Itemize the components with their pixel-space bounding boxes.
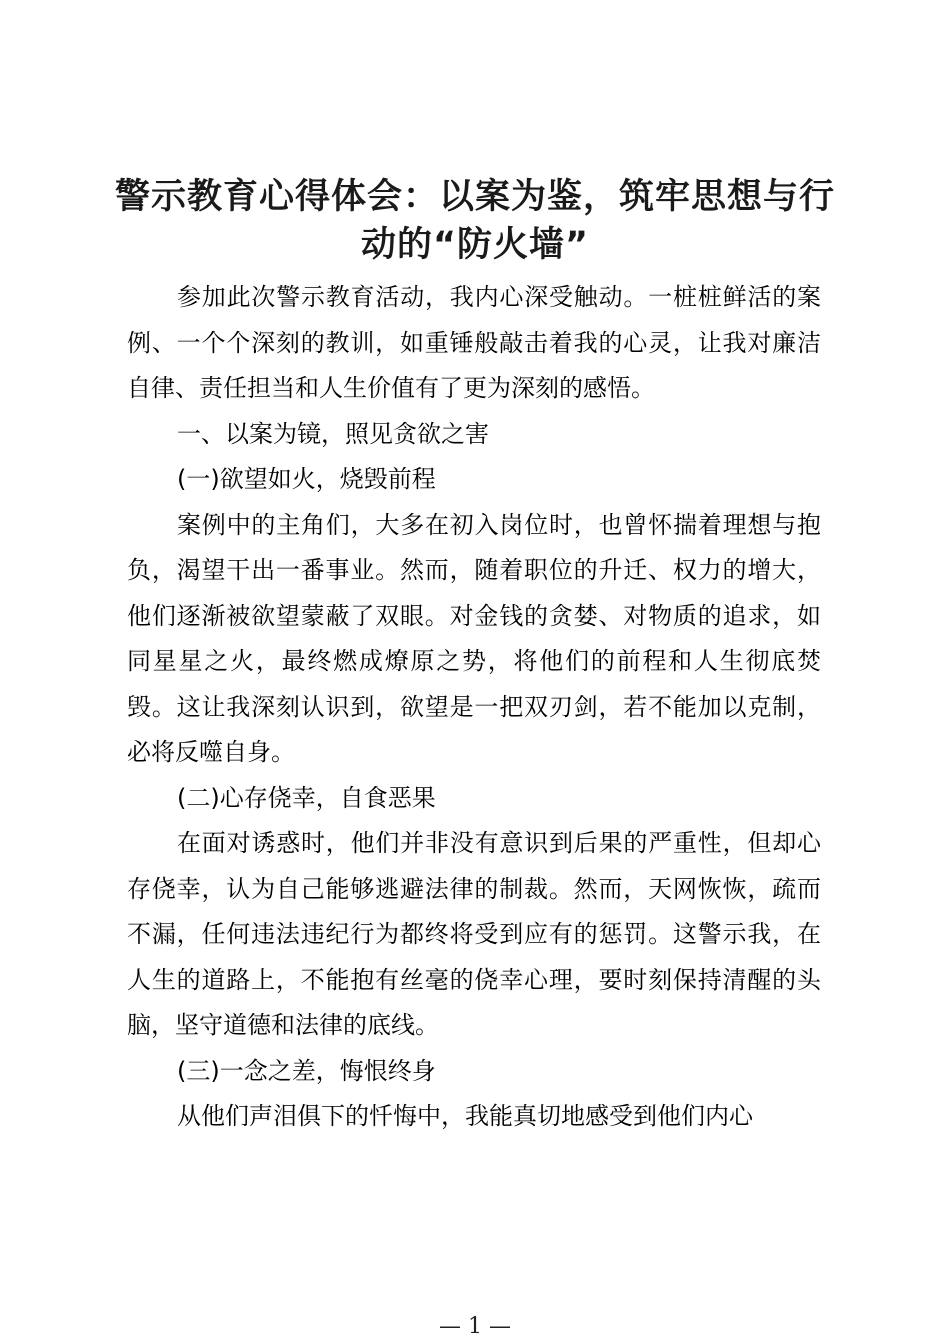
body-paragraph-2: 在面对诱惑时，他们并非没有意识到后果的严重性，但却心存侥幸，认为自己能够逃避法律的制裁。然而，天网恢恢，疏而不漏，任何违法违纪行为都终将受到应有的惩罚。这警示我，在人生的道路上，不能抱有丝毫的侥幸心理，要时刻保持清醒的头脑，坚守道德和法律的底线。 — [127, 829, 821, 1039]
body-paragraph-1: 案例中的主角们，大多在初入岗位时，也曾怀揣着理想与抱负，渴望干出一番事业。然而，随着职位的升迁、权力的增大，他们逐渐被欲望蒙蔽了双眼。对金钱的贪婪、对物质的追求，如同星星之火，最终燃成燎原之势，将他们的前程和人生彻底焚毁。这让我深刻认识到，欲望是一把双刃剑，若不能加以克制，必将反噬自身。 — [127, 510, 821, 766]
subheading-1: (一)欲望如火，烧毁前程 — [177, 465, 436, 493]
subheading-2: (二)心存侥幸，自食恶果 — [177, 783, 436, 812]
document-title — [110, 173, 840, 269]
title-line-2: 动的“防火墙” — [360, 225, 589, 265]
page-number: — 1 — — [439, 1314, 511, 1339]
section-heading-1: 一、以案为镜，照见贪欲之害 — [177, 419, 489, 448]
document-body — [127, 275, 821, 1140]
body-paragraph-3: 从他们声泪俱下的忏悔中，我能真切地感受到他们内心 — [177, 1102, 753, 1130]
title-line-1: 警示教育心得体会：以案为鉴，筑牢思想与行 — [114, 177, 835, 217]
intro-paragraph: 参加此次警示教育活动，我内心深受触动。一桩桩鲜活的案例、一个个深刻的教训，如重锤般敲击着我的心灵，让我对廉洁自律、责任担当和人生价值有了更为深刻的感悟。 — [127, 283, 821, 402]
subheading-3: (三)一念之差，悔恨终身 — [177, 1056, 436, 1085]
